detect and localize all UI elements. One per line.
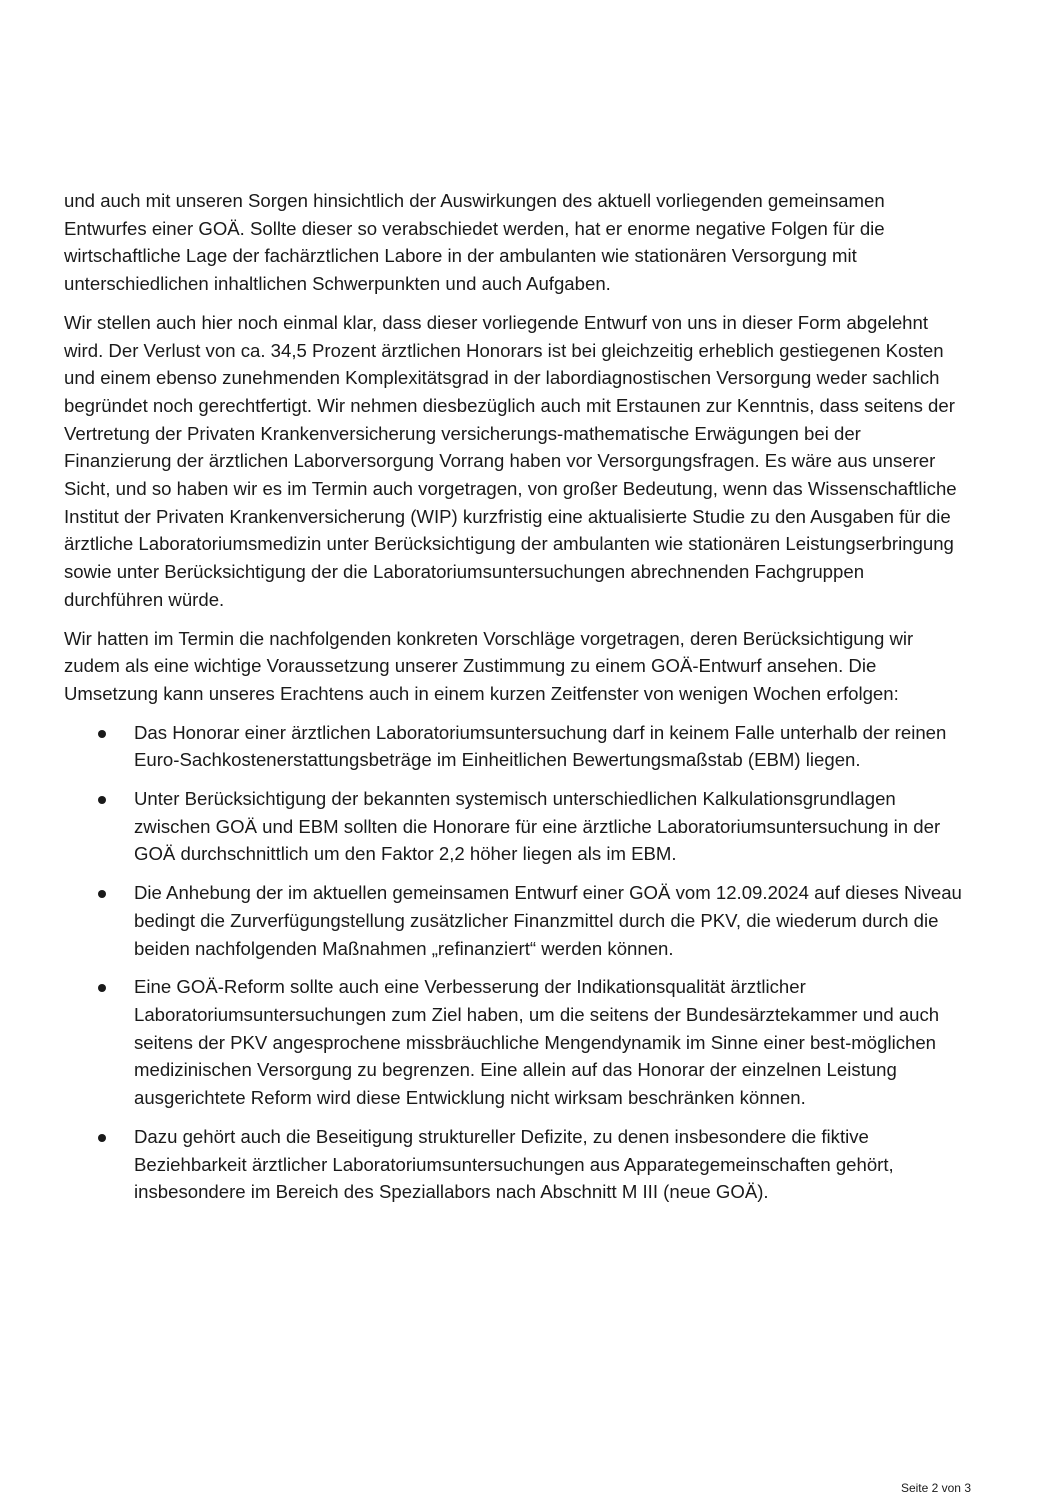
paragraph-1: und auch mit unseren Sorgen hinsichtlich der Auswirkungen des aktuell vorliegenden gemeinsamen Entwurfes einer GOÄ. Sollte dieser so verabschiedet werden, hat er enorme negative Folgen für die wirtschaftliche Lage der fachärztlichen Labore in der ambulanten wie stationären Versorgung mit unterschiedlichen inhaltlichen Schwerpunkten und auch Aufgaben. xyxy=(64,190,885,295)
bullet-icon xyxy=(98,796,106,804)
paragraph-2: Wir stellen auch hier noch einmal klar, dass dieser vorliegende Entwurf von uns in dieser Form abgelehnt wird. Der Verlust von ca. 34,5 Prozent ärztlichen Honorars ist bei gleichzeitig erheblich gestiegenen Kosten und einem ebenso zunehmenden Komplexitätsgrad in der labordiagnostischen Versorgung weder sachlich begründet noch gerechtfertigt. Wir nehmen diesbezüglich auch mit Erstaunen zur Kenntnis, dass seitens der Vertretung der Privaten Krankenversicherung versicherungs-mathematische Erwägungen bei der Finanzierung der ärztlichen Laborversorgung Vorrang haben vor Versorgungsfragen. Es wäre aus unserer Sicht, und so haben wir es im Termin auch vorgetragen, von großer Bedeutung, wenn das Wissenschaftliche Institut der Privaten Krankenversicherung (WIP) kurzfristig eine aktualisierte Studie zu den Ausgaben für die ärztliche Laboratoriumsmedizin unter Berücksichtigung der ambulanten wie stationären Leistungserbringung sowie unter Berücksichtigung der die Laboratoriumsuntersuchungen abrechnenden Fachgruppen durchführen würde. xyxy=(64,311,957,610)
document-body xyxy=(64,187,964,1217)
bullet-icon xyxy=(98,890,106,898)
bullet-icon xyxy=(98,730,106,738)
list-item xyxy=(64,719,964,774)
list-item-text: Das Honorar einer ärztlichen Laboratoriumsuntersuchung darf in keinem Falle unterhalb der reinen Euro-Sachkostenerstattungsbeträge im Einheitlichen Bewertungsmaßstab (EBM) liegen. xyxy=(134,721,947,771)
list-item-text: Dazu gehört auch die Beseitigung struktureller Defizite, zu denen insbesondere die fiktive Beziehbarkeit ärztlicher Laboratoriumsuntersuchungen aus Apparategemeinschaften gehört, insbesondere im Bereich des Speziallabors nach Abschnitt M III (neue GOÄ). xyxy=(134,1125,894,1203)
list-item-text: Eine GOÄ-Reform sollte auch eine Verbesserung der Indikationsqualität ärztlicher Laboratoriumsuntersuchungen zum Ziel haben, um die seitens der Bundesärztekammer und auch seitens der PKV angesprochene missbräuchliche Mengendynamik im Sinne einer best-möglichen medizinischen Versorgung zu begrenzen. Eine allein auf das Honorar der einzelnen Leistung ausgerichtete Reform wird diese Entwicklung nicht wirksam beschränken können. xyxy=(134,976,940,1109)
bullet-icon xyxy=(98,1134,106,1142)
paragraph-3: Wir hatten im Termin die nachfolgenden konkreten Vorschläge vorgetragen, deren Berücksichtigung wir zudem als eine wichtige Voraussetzung unserer Zustimmung zu einem GOÄ-Entwurf ansehen. Die Umsetzung kann unseres Erachtens auch in einem kurzen Zeitfenster von wenigen Wochen erfolgen: xyxy=(64,627,914,704)
page-number: Seite 2 von 3 xyxy=(900,1481,971,1495)
list-item xyxy=(64,1123,964,1206)
bullet-icon xyxy=(98,984,106,992)
list-item xyxy=(64,973,964,1112)
list-item-text: Die Anhebung der im aktuellen gemeinsamen Entwurf einer GOÄ vom 12.09.2024 auf dieses Niveau bedingt die Zurverfügungstellung zusätzlicher Finanzmittel durch die PKV, die wiederum durch die beiden nachfolgenden Maßnahmen „refinanziert“ werden können. xyxy=(134,882,962,959)
list-item xyxy=(64,785,964,868)
list-item xyxy=(64,879,964,962)
proposal-list xyxy=(64,719,964,1206)
list-item-text: Unter Berücksichtigung der bekannten systemisch unterschiedlichen Kalkulationsgrundlagen zwischen GOÄ und EBM sollten die Honorare für eine ärztliche Laboratoriumsuntersuchung in der GOÄ durchschnittlich um den Faktor 2,2 höher liegen als im EBM. xyxy=(134,788,941,865)
